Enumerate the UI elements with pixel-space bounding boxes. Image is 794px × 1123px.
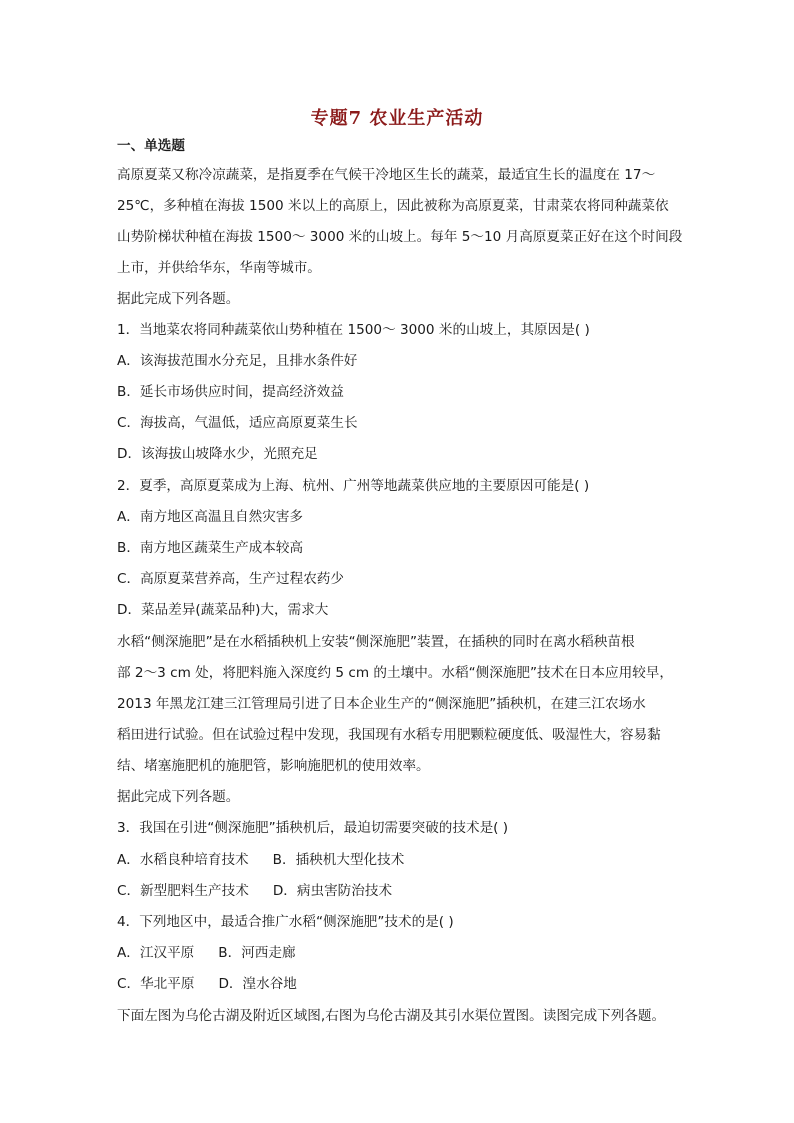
question-3-stem: 3．我国在引进“侧深施肥”插秧机后，最迫切需要突破的技术是( ) [117,820,509,836]
question-4-option-a: A．江汉平原 [117,945,195,961]
question-1-option-b: B．延长市场供应时间，提高经济效益 [117,384,344,400]
question-3-options-ab [117,850,404,870]
question-3-option-c: C．新型肥料生产技术 [117,883,249,899]
question-1-option-c: C．海拔高，气温低，适应高原夏菜生长 [117,415,358,431]
passage2-line: 结、堵塞施肥机的施肥管，影响施肥机的使用效率。 [117,758,430,774]
passage1-line: 山势阶梯状种植在海拔 1500～ 3000 米的山坡上。每年 5～10 月高原夏菜正好在这个时间段 [117,229,683,245]
question-4-options-cd [117,974,297,994]
question-4-stem: 4．下列地区中，最适合推广水稻“侧深施肥”技术的是( ) [117,914,454,930]
question-1-stem: 1．当地菜农将同种蔬菜依山势种植在 1500～ 3000 米的山坡上，其原因是( ) [117,322,590,338]
question-3-option-a: A．水稻良种培育技术 [117,852,249,868]
question-2-option-a: A．南方地区高温且自然灾害多 [117,509,304,525]
passage1-line: 高原夏菜又称冷凉蔬菜，是指夏季在气候干冷地区生长的蔬菜，最适宜生长的温度在 17～ [117,167,656,183]
question-1-option-a: A．该海拔范围水分充足，且排水条件好 [117,353,358,369]
passage1-line: 25℃，多种植在海拔 1500 米以上的高原上，因此被称为高原夏菜，甘肃菜农将同种蔬菜依 [117,198,669,214]
instruction-text: 据此完成下列各题。 [117,789,240,805]
question-4-options-ab [117,943,296,963]
question-3-option-b: B．插秧机大型化技术 [272,852,405,868]
question-2-option-b: B．南方地区蔬菜生产成本较高 [117,540,304,556]
question-4-option-c: C．华北平原 [117,976,195,992]
question-2-stem: 2．夏季，高原夏菜成为上海、杭州、广州等地蔬菜供应地的主要原因可能是( ) [117,478,590,494]
passage2-line: 2013 年黑龙江建三江管理局引进了日本企业生产的“侧深施肥”插秧机，在建三江农场水 [117,696,646,712]
passage2-line: 部 2～3 cm 处，将肥料施入深度约 5 cm 的土壤中。水稻“侧深施肥”技术在日本应用较早， [117,665,673,681]
question-3-options-cd [117,881,392,901]
passage2-line: 水稻“侧深施肥”是在水稻插秧机上安装“侧深施肥”装置，在插秧的同时在离水稻秧苗根 [117,634,635,650]
question-4-option-d: D．湟水谷地 [218,976,297,992]
page-title: 专题7 农业生产活动 [310,108,484,129]
question-4-option-b: B．河西走廊 [218,945,296,961]
question-3-option-d: D．病虫害防治技术 [272,883,393,899]
passage3-text: 下面左图为乌伦古湖及附近区域图,右图为乌伦古湖及其引水渠位置图。读图完成下列各题。 [117,1008,666,1024]
section-heading: 一、单选题 [117,138,185,154]
question-2-option-d: D．菜品差异(蔬菜品种)大，需求大 [117,602,329,618]
passage1-line: 上市，并供给华东，华南等城市。 [117,260,321,276]
instruction-text: 据此完成下列各题。 [117,291,240,307]
passage2-line: 稻田进行试验。但在试验过程中发现，我国现有水稻专用肥颗粒硬度低、吸湿性大，容易黏 [117,727,661,743]
question-2-option-c: C．高原夏菜营养高，生产过程农药少 [117,571,344,587]
question-1-option-d: D．该海拔山坡降水少，光照充足 [117,446,318,462]
